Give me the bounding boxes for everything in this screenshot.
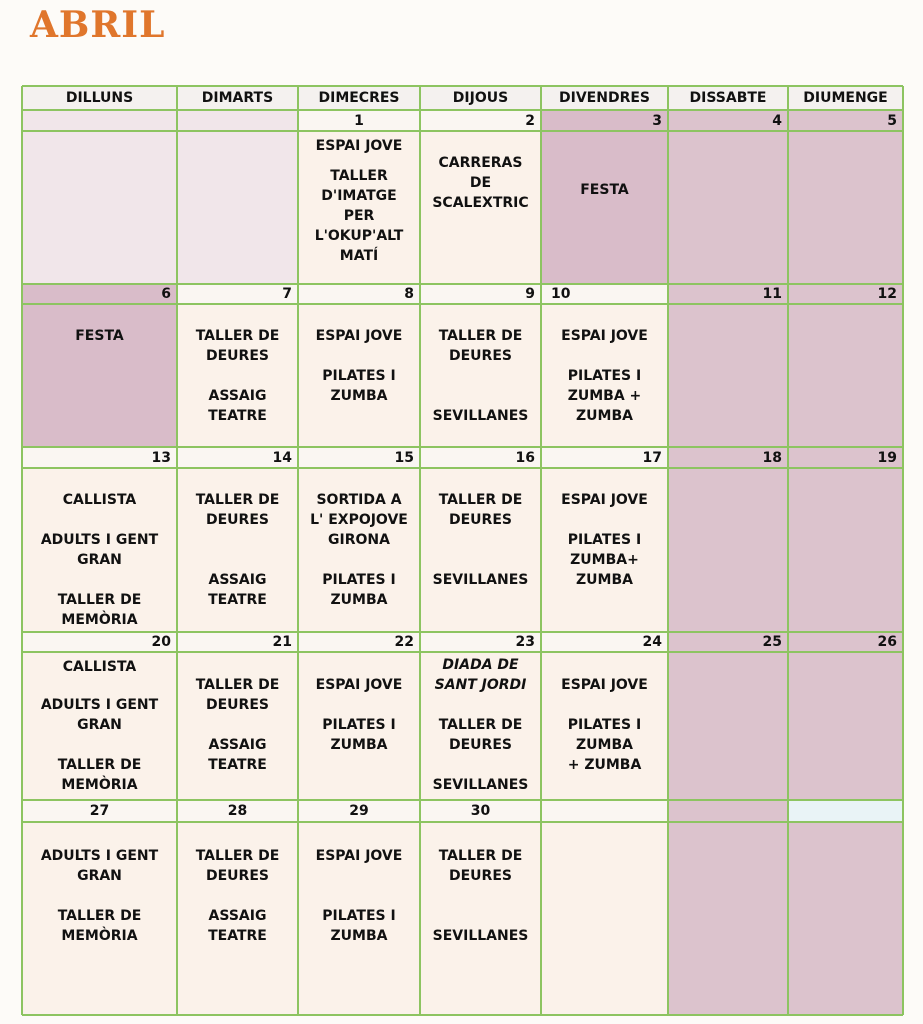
day-number: 5	[887, 112, 897, 129]
day-cell-6[interactable]	[22, 284, 177, 447]
event-label: TALLER D'IMATGE PER L'OKUP'ALT MATÍ	[314, 168, 404, 264]
grid-line-horizontal	[22, 821, 903, 823]
day-cell-blank-4-6-number-strip	[788, 800, 903, 822]
grid-line-horizontal	[22, 799, 903, 801]
event-label: PILATES I ZUMBA	[322, 572, 396, 608]
page-title: ABRIL	[30, 4, 166, 46]
event-label: PILATES I ZUMBA	[322, 908, 396, 944]
day-cell-blank-0-1[interactable]	[177, 110, 298, 284]
grid-line-vertical	[902, 86, 904, 1015]
event-label: PILATES I ZUMBA	[322, 717, 396, 753]
day-cell-blank-4-6[interactable]	[788, 800, 903, 1015]
weekday-header-dilluns: DILLUNS	[65, 90, 134, 106]
event-label: TALLER DE DEURES	[438, 328, 523, 364]
grid-line-horizontal	[22, 651, 903, 653]
day-cell-25[interactable]	[668, 632, 788, 800]
grid-line-horizontal	[22, 467, 903, 469]
day-number: 12	[877, 286, 897, 302]
event-label: PILATES I ZUMBA	[322, 368, 396, 404]
event-label: ASSAIG TEATRE	[208, 572, 267, 608]
event-label: ESPAI JOVE	[315, 677, 403, 693]
grid-line-vertical	[176, 86, 178, 1015]
event-label: ADULTS I GENT GRAN	[40, 532, 159, 568]
day-number: 24	[642, 634, 662, 650]
grid-line-horizontal	[22, 631, 903, 633]
event-label: SEVILLANES	[432, 408, 529, 424]
day-number: 15	[394, 449, 414, 466]
event-label: ADULTS I GENT GRAN	[40, 697, 159, 733]
day-cell-blank-0-1-number-strip	[177, 110, 298, 131]
grid-line-horizontal	[22, 130, 903, 132]
day-number: 6	[161, 286, 171, 302]
weekday-header-diumenge: DIUMENGE	[803, 90, 888, 106]
grid-line-horizontal	[22, 85, 903, 87]
weekday-header-divendres: DIVENDRES	[559, 90, 650, 106]
event-label: ASSAIG TEATRE	[208, 737, 267, 773]
day-number: 23	[515, 634, 535, 650]
event-label: FESTA	[75, 328, 124, 344]
event-label: TALLER DE DEURES	[195, 848, 280, 884]
event-label: TALLER DE MEMÒRIA	[57, 908, 142, 944]
event-label: FESTA	[580, 182, 629, 198]
grid-line-vertical	[297, 86, 299, 1015]
weekday-header-dissabte: DISSABTE	[689, 90, 767, 106]
event-label: SEVILLANES	[432, 928, 529, 944]
event-label: TALLER DE DEURES	[438, 492, 523, 528]
day-cell-5[interactable]	[788, 110, 903, 284]
event-label: ESPAI JOVE	[315, 138, 403, 154]
day-number: 1	[354, 112, 364, 129]
day-cell-18[interactable]	[668, 447, 788, 632]
grid-line-horizontal	[22, 283, 903, 285]
weekday-header-dimecres: DIMECRES	[318, 90, 400, 106]
event-label: ESPAI JOVE	[561, 328, 648, 344]
day-number: 8	[404, 286, 414, 302]
grid-line-vertical	[787, 86, 789, 1015]
day-cell-blank-4-4-number-strip	[541, 800, 668, 822]
grid-line-horizontal	[22, 303, 903, 305]
event-label: SEVILLANES	[432, 572, 529, 588]
day-cell-11[interactable]	[668, 284, 788, 447]
day-number: 13	[151, 449, 171, 466]
event-label: ESPAI JOVE	[561, 677, 648, 693]
event-label: ADULTS I GENT GRAN	[40, 848, 159, 884]
day-number: 7	[282, 286, 292, 302]
day-cell-4[interactable]	[668, 110, 788, 284]
day-number: 17	[642, 449, 662, 466]
day-number: 18	[762, 449, 782, 466]
event-label: TALLER DE DEURES	[438, 848, 523, 884]
day-cell-blank-4-5[interactable]	[668, 800, 788, 1015]
day-number: 20	[151, 634, 171, 650]
day-cell-blank-0-0[interactable]	[22, 110, 177, 284]
day-cell-blank-4-4[interactable]	[541, 800, 668, 1015]
day-number: 27	[89, 803, 110, 819]
event-label: CARRERAS DE SCALEXTRIC	[432, 155, 529, 211]
day-cell-19[interactable]	[788, 447, 903, 632]
day-number: 10	[551, 286, 571, 302]
event-label: ESPAI JOVE	[561, 492, 648, 508]
grid-line-vertical	[667, 86, 669, 1015]
event-label: TALLER DE DEURES	[195, 677, 280, 713]
event-label: ESPAI JOVE	[315, 848, 403, 864]
day-number: 26	[877, 634, 897, 650]
weekday-header-dimarts: DIMARTS	[201, 90, 274, 106]
grid-line-vertical	[419, 86, 421, 1015]
event-label: PILATES I ZUMBA + ZUMBA	[567, 717, 642, 773]
grid-line-horizontal	[22, 446, 903, 448]
event-label: PILATES I ZUMBA+ ZUMBA	[567, 532, 642, 588]
day-number: 14	[272, 449, 292, 466]
event-label: TALLER DE DEURES	[438, 717, 523, 753]
event-label: CALLISTA	[62, 492, 137, 508]
event-label: TALLER DE MEMÒRIA	[57, 592, 142, 628]
event-label: TALLER DE DEURES	[195, 328, 280, 364]
day-number: 29	[349, 803, 369, 819]
day-cell-blank-4-5-number-strip	[668, 800, 788, 822]
day-cell-16[interactable]	[420, 447, 541, 632]
day-number: 4	[772, 112, 782, 129]
grid-line-vertical	[21, 86, 23, 1015]
day-number: 9	[525, 286, 535, 302]
grid-line-horizontal	[22, 109, 903, 111]
event-label: CALLISTA	[62, 659, 137, 675]
day-number: 2	[525, 112, 535, 129]
day-cell-12[interactable]	[788, 284, 903, 447]
day-cell-30[interactable]	[420, 800, 541, 1015]
event-label: TALLER DE MEMÒRIA	[57, 757, 142, 793]
day-number: 30	[470, 803, 491, 819]
event-label: PILATES I ZUMBA + ZUMBA	[567, 368, 642, 424]
event-label: ESPAI JOVE	[315, 328, 403, 344]
day-cell-26[interactable]	[788, 632, 903, 800]
day-number: 11	[762, 286, 782, 302]
event-label: SEVILLANES	[432, 777, 529, 793]
event-label: TALLER DE DEURES	[195, 492, 280, 528]
day-number: 3	[652, 112, 662, 129]
event-label: SORTIDA A L' EXPOJOVE GIRONA	[310, 492, 408, 548]
day-number: 25	[762, 634, 782, 650]
day-number: 21	[272, 634, 292, 650]
grid-line-horizontal	[22, 1014, 903, 1016]
event-label: DIADA DE SANT JORDI	[434, 657, 527, 693]
event-label: ASSAIG TEATRE	[208, 908, 267, 944]
weekday-header-dijous: DIJOUS	[452, 90, 509, 106]
day-number: 28	[227, 803, 248, 819]
day-cell-blank-0-0-number-strip	[22, 110, 177, 131]
day-number: 22	[394, 634, 414, 650]
day-number: 16	[515, 449, 535, 466]
day-number: 19	[877, 449, 897, 466]
grid-line-vertical	[540, 86, 542, 1015]
event-label: ASSAIG TEATRE	[208, 388, 267, 424]
